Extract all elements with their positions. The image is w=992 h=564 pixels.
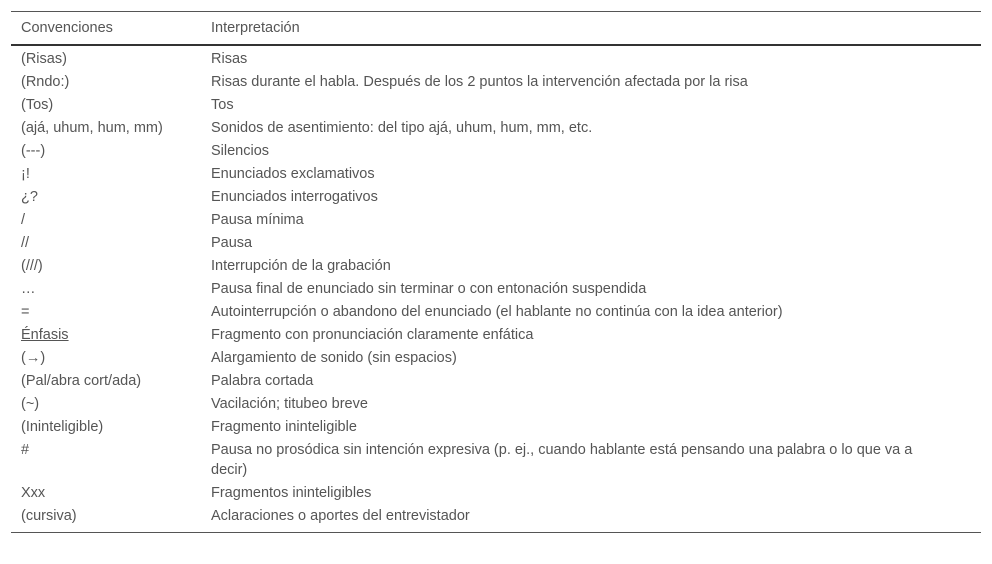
interpretation-cell: Fragmentos ininteligibles xyxy=(211,485,372,501)
interpretation-cell: Risas xyxy=(211,51,248,67)
column-header-convenciones: Convenciones xyxy=(11,12,211,45)
table-body xyxy=(11,45,981,532)
table-row xyxy=(11,117,981,140)
interpretation-cell: Sonidos de asentimiento: del tipo ajá, uhum, hum, mm, etc. xyxy=(211,120,593,136)
table-row xyxy=(11,416,981,439)
convention-cell: = xyxy=(21,304,30,320)
table-row xyxy=(11,255,981,278)
table-header-row xyxy=(11,12,981,45)
table-row xyxy=(11,393,981,416)
convention-cell: # xyxy=(21,442,30,458)
table-row xyxy=(11,163,981,186)
interpretation-cell: Vacilación; titubeo breve xyxy=(211,396,368,412)
table-row xyxy=(11,45,981,71)
convention-cell: (Rndo:) xyxy=(21,74,70,90)
interpretation-cell: Pausa xyxy=(211,235,253,251)
convention-cell: … xyxy=(21,281,36,297)
table-row xyxy=(11,278,981,301)
convention-cell: ¿? xyxy=(21,189,38,205)
convention-cell: (---) xyxy=(21,143,46,159)
interpretation-cell: Silencios xyxy=(211,143,270,159)
interpretation-cell: Fragmento ininteligible xyxy=(211,419,357,435)
table-row xyxy=(11,186,981,209)
convention-cell: (Tos) xyxy=(21,97,54,113)
interpretation-cell: Autointerrupción o abandono del enunciado (el hablante no continúa con la idea anterior) xyxy=(211,304,783,320)
convention-cell: // xyxy=(21,235,30,251)
convention-cell: (Pal/abra cort/ada) xyxy=(21,373,142,389)
interpretation-cell: Interrupción de la grabación xyxy=(211,258,391,274)
convention-cell: (cursiva) xyxy=(21,508,77,524)
conventions-table-container xyxy=(11,11,981,533)
convention-cell: (~) xyxy=(21,396,40,412)
table-row xyxy=(11,439,981,482)
conventions-table xyxy=(11,12,981,532)
interpretation-cell: Fragmento con pronunciación claramente enfática xyxy=(211,327,534,343)
convention-cell: (Ininteligible) xyxy=(21,419,104,435)
interpretation-cell: Pausa mínima xyxy=(211,212,304,228)
column-header-interpretacion: Interpretación xyxy=(211,12,981,45)
interpretation-cell: Pausa final de enunciado sin terminar o con entonación suspendida xyxy=(211,281,647,297)
interpretation-cell: Tos xyxy=(211,97,234,113)
convention-cell: (ajá, uhum, hum, mm) xyxy=(21,120,163,136)
table-row xyxy=(11,140,981,163)
interpretation-cell: Alargamiento de sonido (sin espacios) xyxy=(211,350,457,366)
convention-cell: / xyxy=(21,212,26,228)
convention-cell: Xxx xyxy=(21,485,46,501)
table-row xyxy=(11,209,981,232)
convention-cell: ¡! xyxy=(21,166,30,182)
table-row xyxy=(11,370,981,393)
interpretation-cell: Enunciados exclamativos xyxy=(211,166,375,182)
table-row xyxy=(11,71,981,94)
table-row xyxy=(11,482,981,505)
table-row xyxy=(11,347,981,370)
convention-cell: (→) xyxy=(21,350,46,366)
table-row xyxy=(11,324,981,347)
interpretation-cell: Pausa no prosódica sin intención expresiva (p. ej., cuando hablante está pensando una palabra o lo que va a decir) xyxy=(211,442,913,478)
convention-cell: (Risas) xyxy=(21,51,67,67)
interpretation-cell: Palabra cortada xyxy=(211,373,314,389)
convention-cell: Énfasis xyxy=(21,327,69,343)
table-row xyxy=(11,94,981,117)
table-row xyxy=(11,232,981,255)
table-row xyxy=(11,301,981,324)
interpretation-cell: Enunciados interrogativos xyxy=(211,189,378,205)
interpretation-cell: Risas durante el habla. Después de los 2 puntos la intervención afectada por la risa xyxy=(211,74,748,90)
convention-cell: (///) xyxy=(21,258,43,274)
table-row xyxy=(11,505,981,533)
interpretation-cell: Aclaraciones o aportes del entrevistador xyxy=(211,508,470,524)
